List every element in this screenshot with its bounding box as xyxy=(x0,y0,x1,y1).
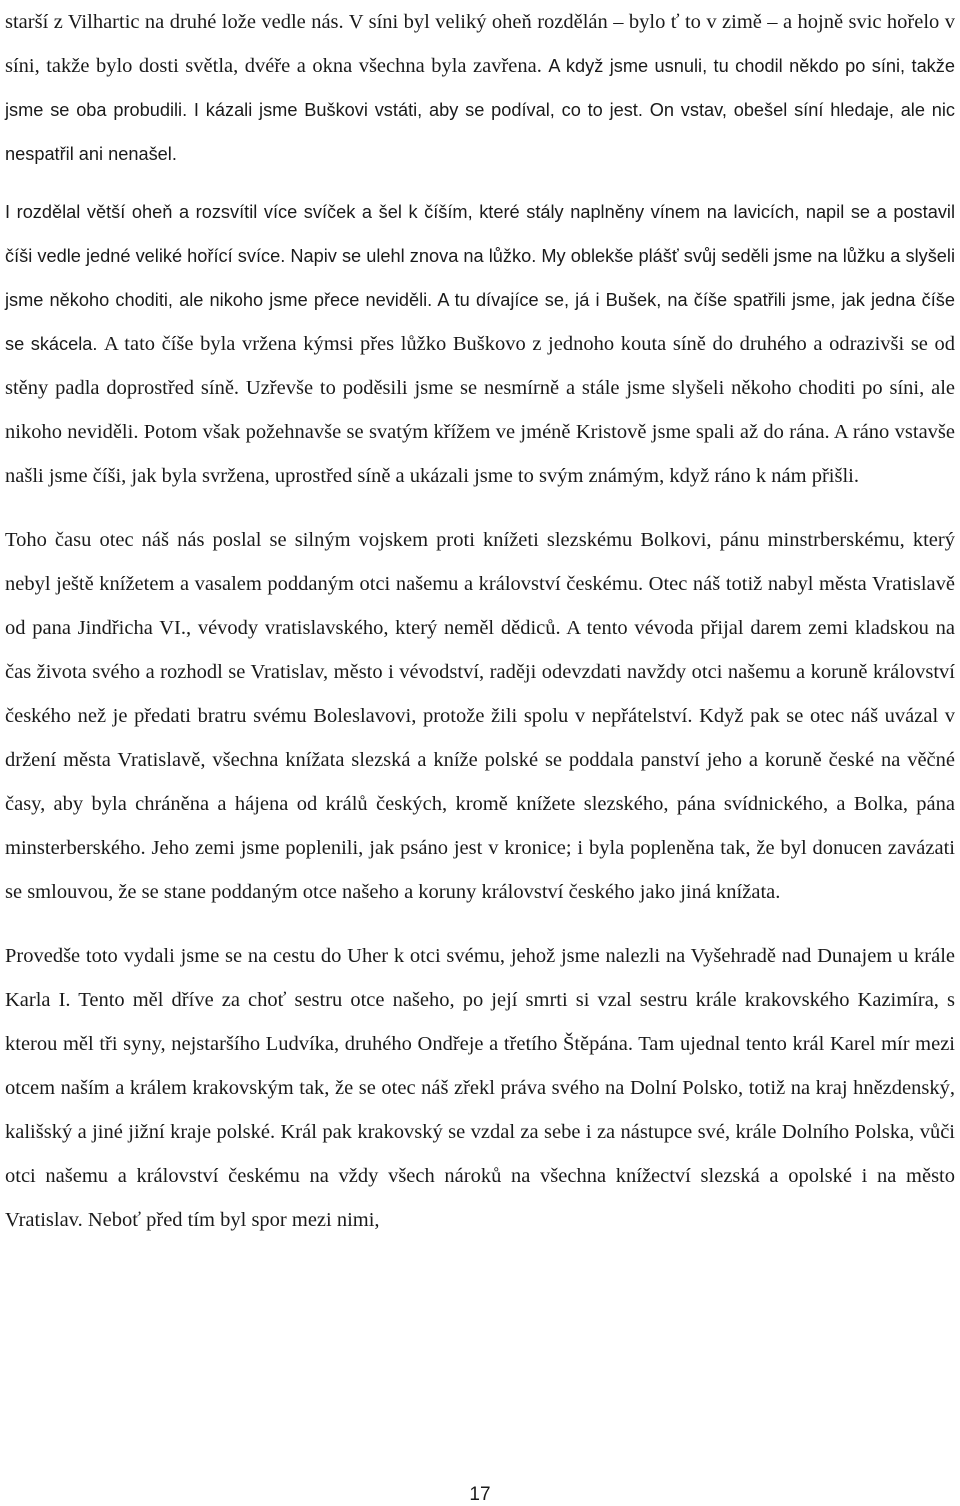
document-page xyxy=(5,0,955,1242)
text-run: A když jsme usnuli, tu chodil někdo po síni, takže jsme se oba probudili. I kázali jsme Buškovi vstáti, aby se podíval, co to jest. On vstav, obešel síní hledaje, ale nic nespatřil ani nenašel. xyxy=(5,56,955,164)
paragraph-1 xyxy=(5,0,955,176)
text-run: Provedše toto vydali jsme se na cestu do Uher k otci svému, jehož jsme nalezli na Vyšehradě nad Dunajem u krále Karla I. Tento měl dříve za choť sestru otce našeho, po její smrti si vzal sestru krále krakovského Kazimíra, s kterou měl tři syny, nejstaršího Ludvíka, druhého Ondřeje a třetího Štěpána. Tam ujednal tento král Karel mír mezi otcem naším a králem krakovským tak, že se otec náš zřekl práva svého na Dolní Polsko, totiž na kraj hnězdenský, kališský a jiné jižní kraje polské. Král pak krakovský se vzdal za sebe i za nástupce své, krále Dolního Polska, vůči otci našemu a království českému na vždy všech nároků na všechna knížectví slezská a opolské i na město Vratislav. Neboť před tím byl spor mezi nimi, xyxy=(5,945,955,1231)
text-run: Toho času otec náš nás poslal se silným vojskem proti knížeti slezskému Bolkovi, pánu minstrberskému, který nebyl ještě knížetem a vasalem poddaným otci našemu a království českému. Otec náš totiž nabyl města Vratislavě od pana Jindřicha VI., vévody vratislavského, který neměl dědiců. A tento vévoda přijal darem zemi kladskou na čas života svého a rozhodl se Vratislav, město i vévodství, raději odevzdati navždy otci našemu a koruně království českého než je předati bratru svému Boleslavovi, protože žili spolu v nepřátelství. Když pak se otec náš uvázal v držení města Vratislavě, všechna knížata slezská a kníže polské se poddala panství jeho a koruně české na věčné časy, aby byla chráněna a hájena od králů českých, kromě knížete slezského, pána svídnického, a Bolka, pána minsterberského. Jeho zemi jsme poplenili, jak psáno jest v kronice; i byla popleněna tak, že byl donucen zavázati se smlouvou, že se stane poddaným otce našeho a koruny království českého jako jiná knížata. xyxy=(5,529,955,903)
paragraph-3 xyxy=(5,518,955,914)
text-run: I rozdělal větší oheň a rozsvítil více svíček a šel k číším, které stály naplněny vínem na lavicích, napil se a postavil číši vedle jedné veliké hořící svíce. Napiv se ulehl znova na lůžko. My oblekše plášť svůj seděli jsme na lůžku a slyšeli jsme někoho choditi, ale nikoho jsme přece neviděli. A tu dívajíce se, já i Bušek, na číše spatřili jsme, jak jedna číše se skácela. xyxy=(5,202,955,354)
text-run: A tato číše byla vržena kýmsi přes lůžko Buškovo z jednoho kouta síně do druhého a odrazivši se od stěny padla doprostřed síně. Uzřevše to poděsili jsme se nesmírně a stále jsme slyšeli někoho choditi po síni, ale nikoho neviděli. Potom však požehnavše se svatým křížem ve jméně Kristově jsme spali až do rána. A ráno vstavše našli jsme číši, jak byla svržena, uprostřed síně a ukázali jsme to svým známým, když ráno k nám přišli. xyxy=(5,333,955,487)
page-number: 17 xyxy=(469,1484,491,1505)
text-run: starší z Vilhartic na druhé lože vedle nás. V síni byl veliký oheň rozdělán – bylo ť to v zimě – a hojně svic hořelo v síni, takže bylo dosti světla, dvéře a okna všechna byla zavřena. xyxy=(5,11,955,77)
paragraph-4 xyxy=(5,934,955,1242)
paragraph-2 xyxy=(5,190,955,498)
